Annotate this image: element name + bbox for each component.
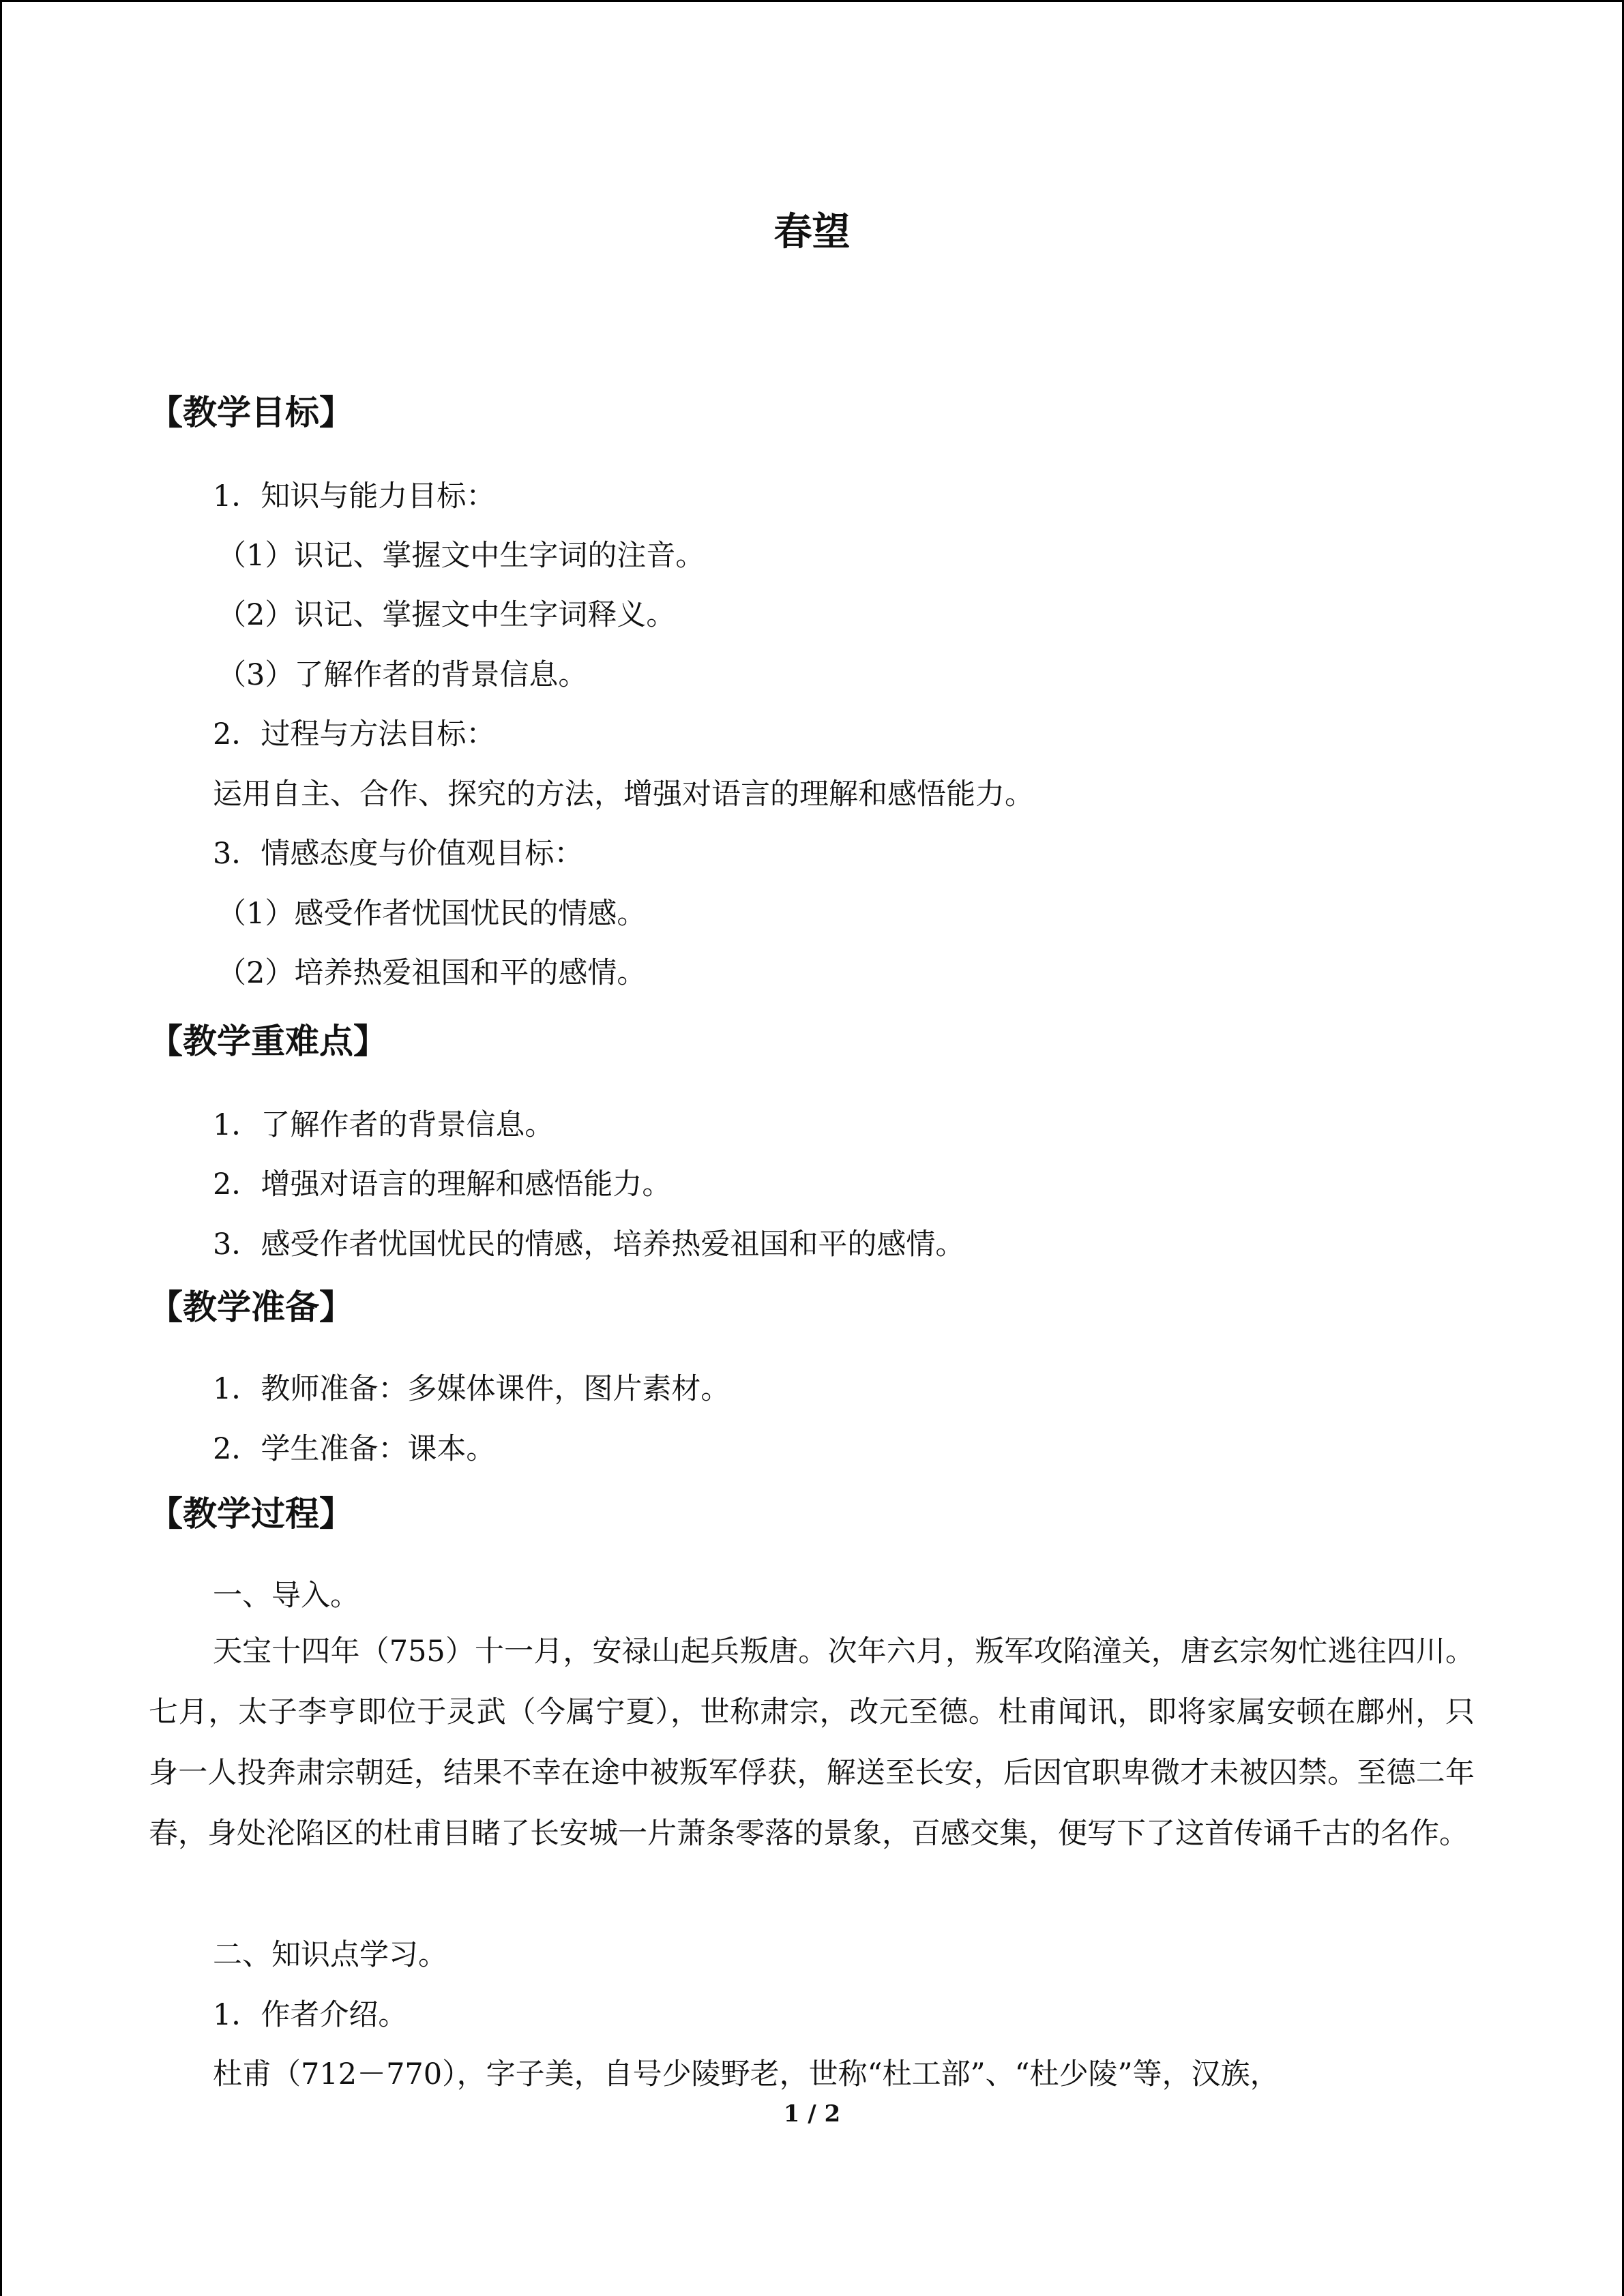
intro-paragraph: 天宝十四年（755）十一月，安禄山起兵叛唐。次年六月，叛军攻陷潼关，唐玄宗匆忙逃往四川。七月，太子李亨即位于灵武（今属宁夏），世称肃宗，改元至德。杜甫闻讯，即将家属安顿在鄜州，只身一人投奔肃宗朝廷，结果不幸在途中被叛军俘获，解送至长安，后因官职卑微才未被囚禁。至德二年春，身处沦陷区的杜甫目睹了长安城一片萧条零落的景象，百感交集，便写下了这首传诵千古的名作。 bbox=[149, 1635, 1475, 1851]
knowledge-heading: 二、知识点学习。 bbox=[213, 1938, 447, 1972]
goal-line: （3）了解作者的背景信息。 bbox=[217, 658, 588, 692]
heading-key-points: 【教学重难点】 bbox=[149, 1021, 387, 1061]
top-border bbox=[0, 0, 1624, 2]
goal-line: 2．过程与方法目标： bbox=[213, 717, 496, 751]
goal-line: 3．情感态度与价值观目标： bbox=[213, 837, 584, 871]
key-point-line: 1．了解作者的背景信息。 bbox=[213, 1108, 555, 1142]
prep-line: 1．教师准备：多媒体课件，图片素材。 bbox=[213, 1372, 730, 1406]
author-intro-heading: 1．作者介绍。 bbox=[213, 1998, 408, 2032]
prep-line: 2．学生准备：课本。 bbox=[213, 1432, 496, 1466]
key-point-line: 3．感受作者忧国忧民的情感，培养热爱祖国和平的感情。 bbox=[213, 1227, 965, 1262]
heading-prep: 【教学准备】 bbox=[149, 1287, 353, 1327]
process-intro: 一、导入。 bbox=[213, 1579, 359, 1613]
goal-line: 1．知识与能力目标： bbox=[213, 479, 496, 513]
left-border bbox=[0, 0, 2, 2296]
goal-line: （1）识记、掌握文中生字词的注音。 bbox=[217, 539, 705, 573]
author-paragraph: 杜甫（712－770），字子美，自号少陵野老，世称“杜工部”、“杜少陵”等，汉族， bbox=[213, 2057, 1280, 2091]
key-point-line: 2．增强对语言的理解和感悟能力。 bbox=[213, 1167, 672, 1202]
page-number: 1 / 2 bbox=[783, 2100, 841, 2128]
heading-process: 【教学过程】 bbox=[149, 1493, 353, 1534]
page-title: 春望 bbox=[773, 209, 851, 254]
goal-line: （2）识记、掌握文中生字词释义。 bbox=[217, 598, 676, 632]
heading-goals: 【教学目标】 bbox=[149, 392, 353, 432]
goal-line: 运用自主、合作、探究的方法，增强对语言的理解和感悟能力。 bbox=[213, 777, 1034, 811]
goal-line: （1）感受作者忧国忧民的情感。 bbox=[217, 897, 647, 931]
goal-line: （2）培养热爱祖国和平的感情。 bbox=[217, 956, 647, 990]
